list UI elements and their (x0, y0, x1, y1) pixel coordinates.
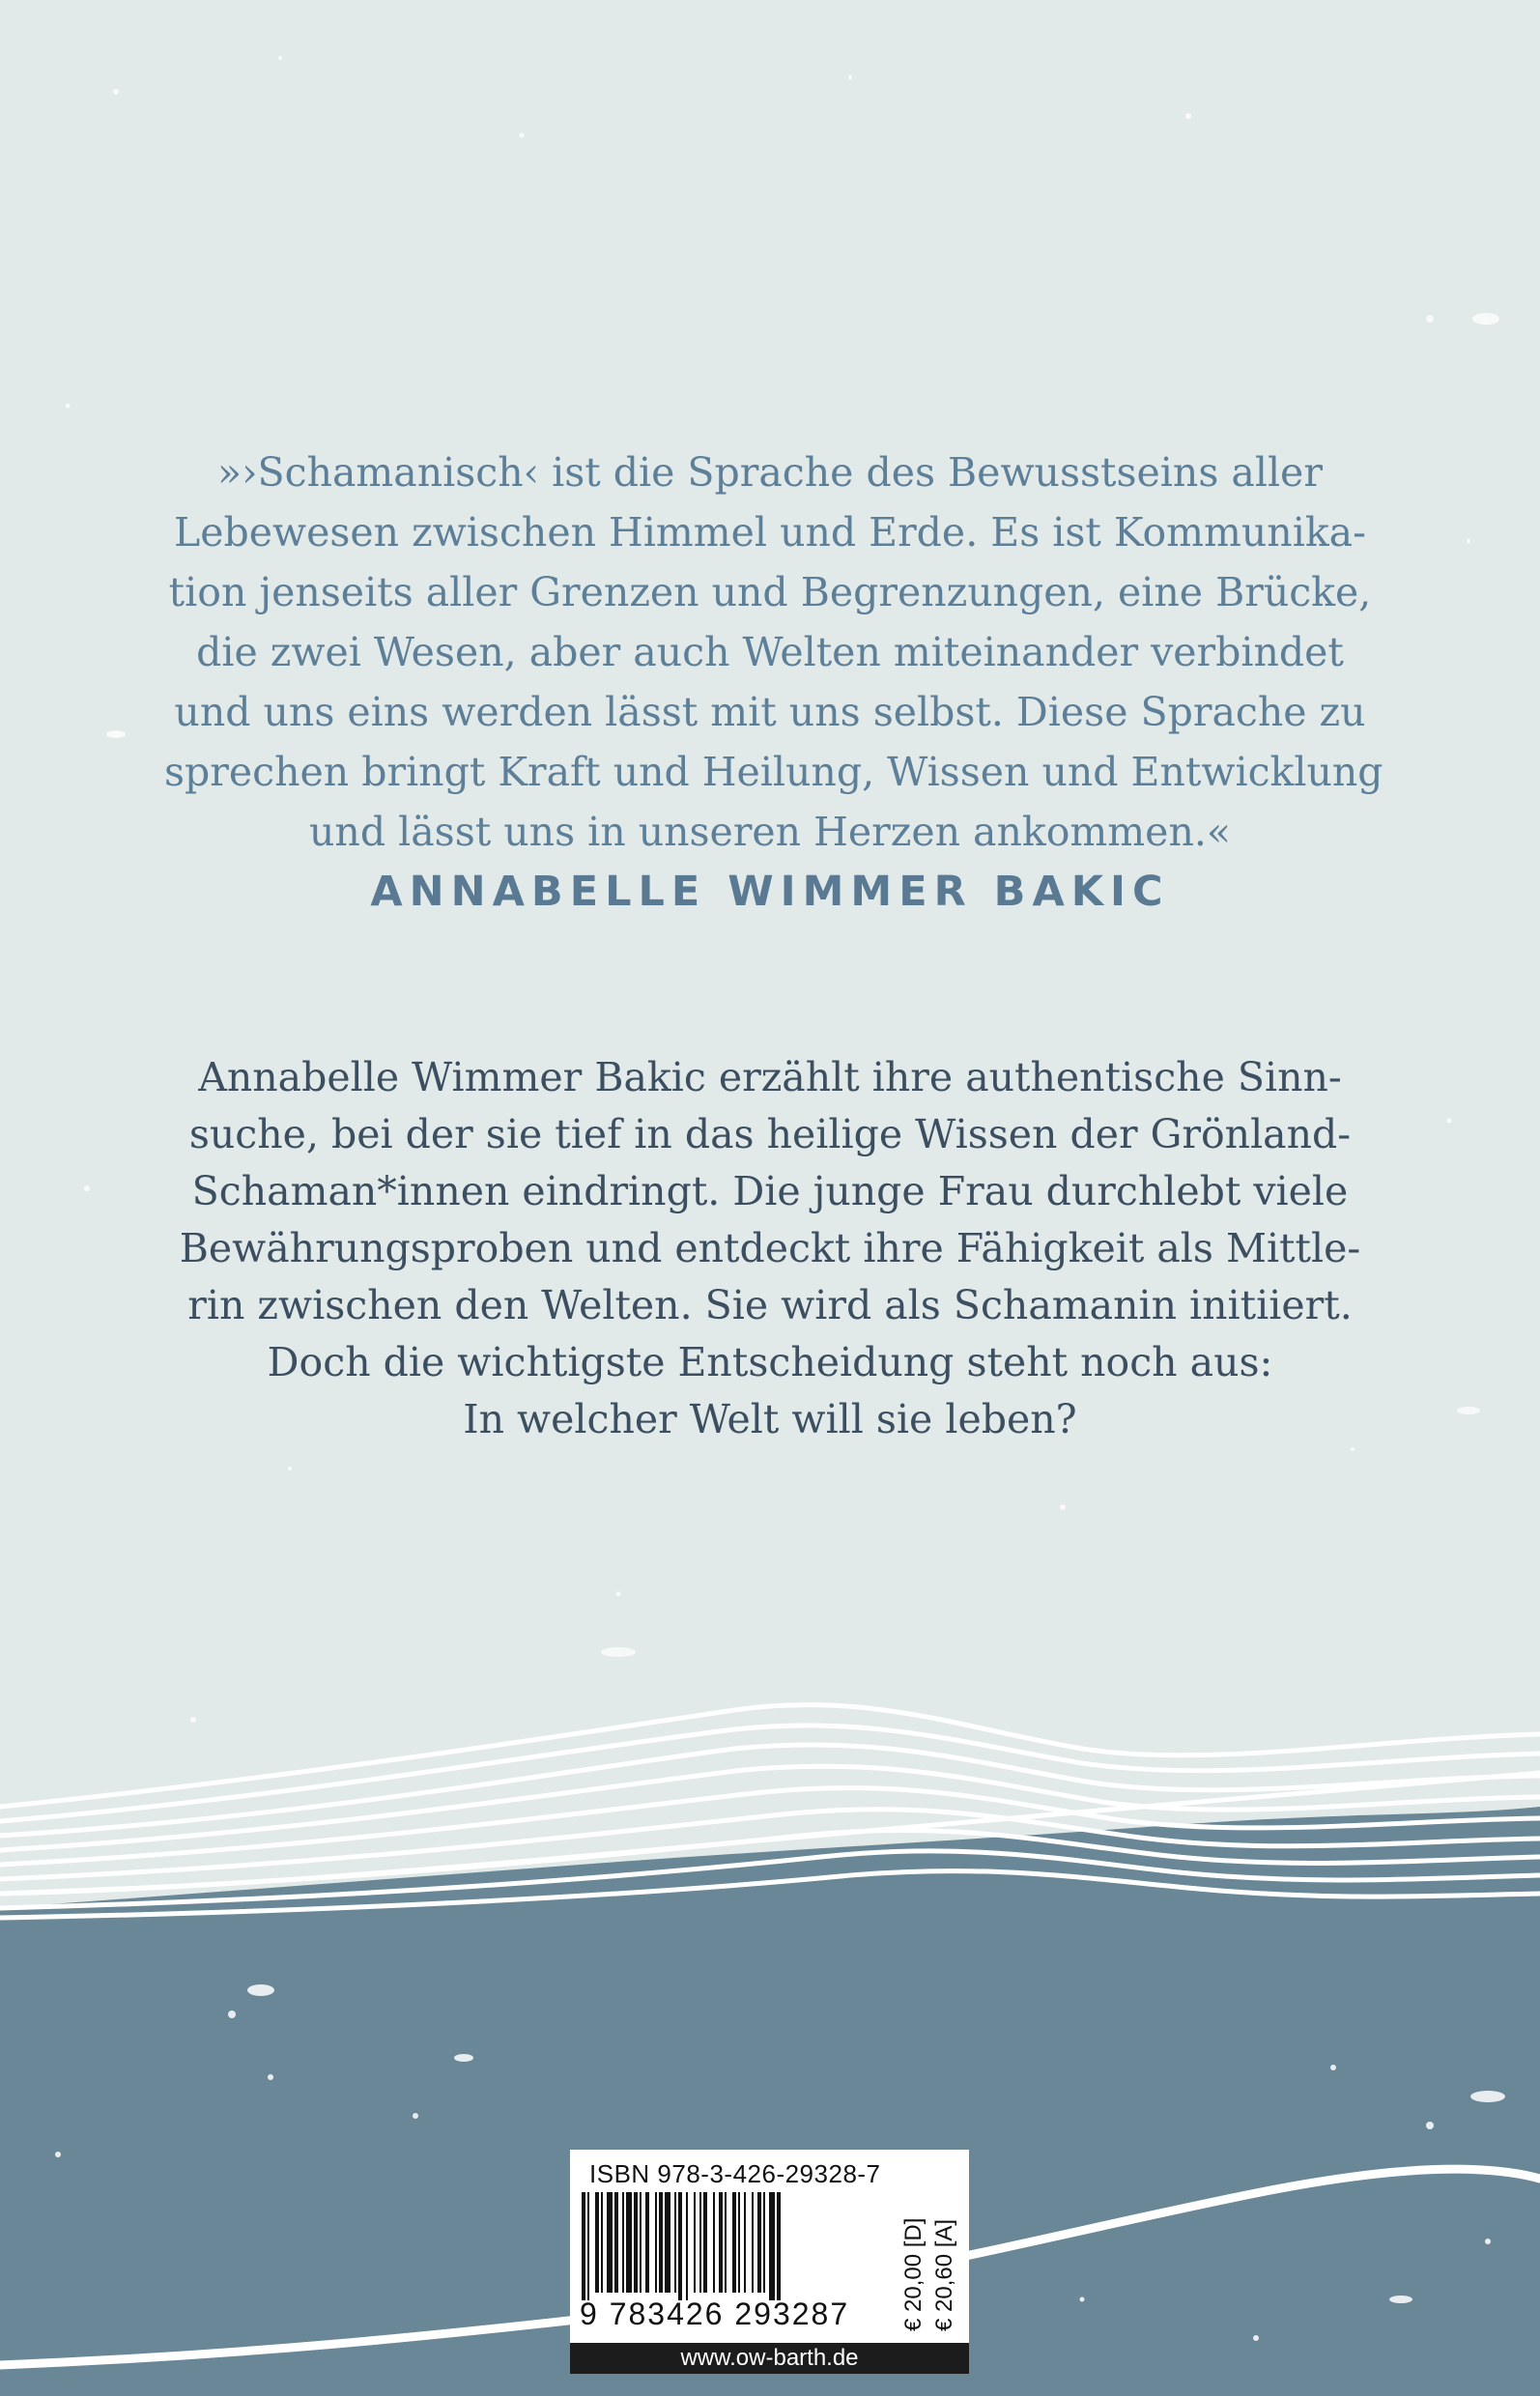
barcode-bar (763, 2192, 765, 2293)
barcode-bar (595, 2192, 599, 2293)
barcode-bar (777, 2192, 781, 2300)
blurb-line: In welcher Welt will sie leben? (463, 1396, 1077, 1442)
barcode-bar (626, 2192, 632, 2293)
barcode-bar (640, 2192, 642, 2293)
blurb-line: Doch die wichtigste Entscheidung steht noch aus: (267, 1339, 1273, 1385)
barcode-bar (694, 2192, 696, 2293)
barcode-box (570, 2150, 969, 2343)
barcode-bar (634, 2192, 638, 2293)
barcode-bar (732, 2192, 736, 2293)
quote-line: die zwei Wesen, aber auch Welten miteinander verbindet (196, 629, 1344, 675)
blurb-line: Bewährungsproben und entdeckt ihre Fähigkeit als Mittle- (179, 1225, 1361, 1271)
quote-text (164, 442, 1383, 862)
quote-line: »›Schamanisch‹ ist die Sprache des Bewusstseins aller (217, 449, 1323, 496)
quote-line: Lebewesen zwischen Himmel und Erde. Es ist Kommunika- (174, 509, 1366, 556)
barcode-bar (738, 2192, 740, 2293)
isbn-label: ISBN 978-3-426-29328-7 (589, 2159, 881, 2188)
quote-line: und uns eins werden lässt mit uns selbst. Diese Sprache zu (174, 689, 1366, 735)
blurb-line: Schaman*innen eindringt. Die junge Frau durchlebt viele (191, 1168, 1349, 1214)
barcode-bar (725, 2192, 727, 2293)
barcode-bar (674, 2192, 676, 2293)
barcode-bar (713, 2192, 715, 2293)
barcode-bar (601, 2192, 603, 2293)
barcode-bar (659, 2192, 663, 2293)
barcode-bar (655, 2192, 657, 2293)
barcode-bar (744, 2192, 746, 2293)
barcode-bar (769, 2192, 775, 2300)
barcode-bars (582, 2192, 891, 2300)
price-germany: € 20,00 [D] (900, 2217, 927, 2331)
quote-line: und lässt uns in unseren Herzen ankommen.« (309, 809, 1231, 855)
ean-digits: 9 783426 293287 (580, 2296, 850, 2331)
barcode-bar (587, 2192, 589, 2300)
blurb-line: rin zwischen den Welten. Sie wird als Schamanin initiiert. (187, 1282, 1353, 1328)
price-austria: € 20,60 [A] (931, 2218, 957, 2331)
blurb-line: Annabelle Wimmer Bakic erzählt ihre authentische Sinn- (198, 1054, 1342, 1100)
barcode-bar (607, 2192, 613, 2293)
quote-line: tion jenseits aller Grenzen und Begrenzungen, eine Brücke, (168, 569, 1372, 615)
price-column (897, 2188, 964, 2333)
barcode-bar (699, 2192, 701, 2293)
publisher-url-bar (570, 2343, 969, 2374)
barcode-bar (622, 2192, 624, 2293)
barcode-bar (614, 2192, 618, 2293)
publisher-url[interactable]: www.ow-barth.de (680, 2345, 859, 2371)
barcode-bar (752, 2192, 754, 2293)
barcode-bar (719, 2192, 723, 2293)
barcode-bar (582, 2192, 585, 2300)
quote-author: ANNABELLE WIMMER BAKIC (370, 868, 1170, 916)
blurb-line: suche, bei der sie tief in das heilige Wissen der Grönland- (188, 1111, 1352, 1157)
barcode-bar (757, 2192, 761, 2293)
barcode-bar (645, 2192, 649, 2293)
barcode-bar (703, 2192, 707, 2293)
barcode-bar (686, 2192, 688, 2300)
barcode-bar (678, 2192, 682, 2300)
quote-line: sprechen bringt Kraft und Heilung, Wissen und Entwicklung (164, 749, 1383, 795)
blurb-text (164, 1049, 1376, 1448)
barcode-bar (665, 2192, 670, 2293)
